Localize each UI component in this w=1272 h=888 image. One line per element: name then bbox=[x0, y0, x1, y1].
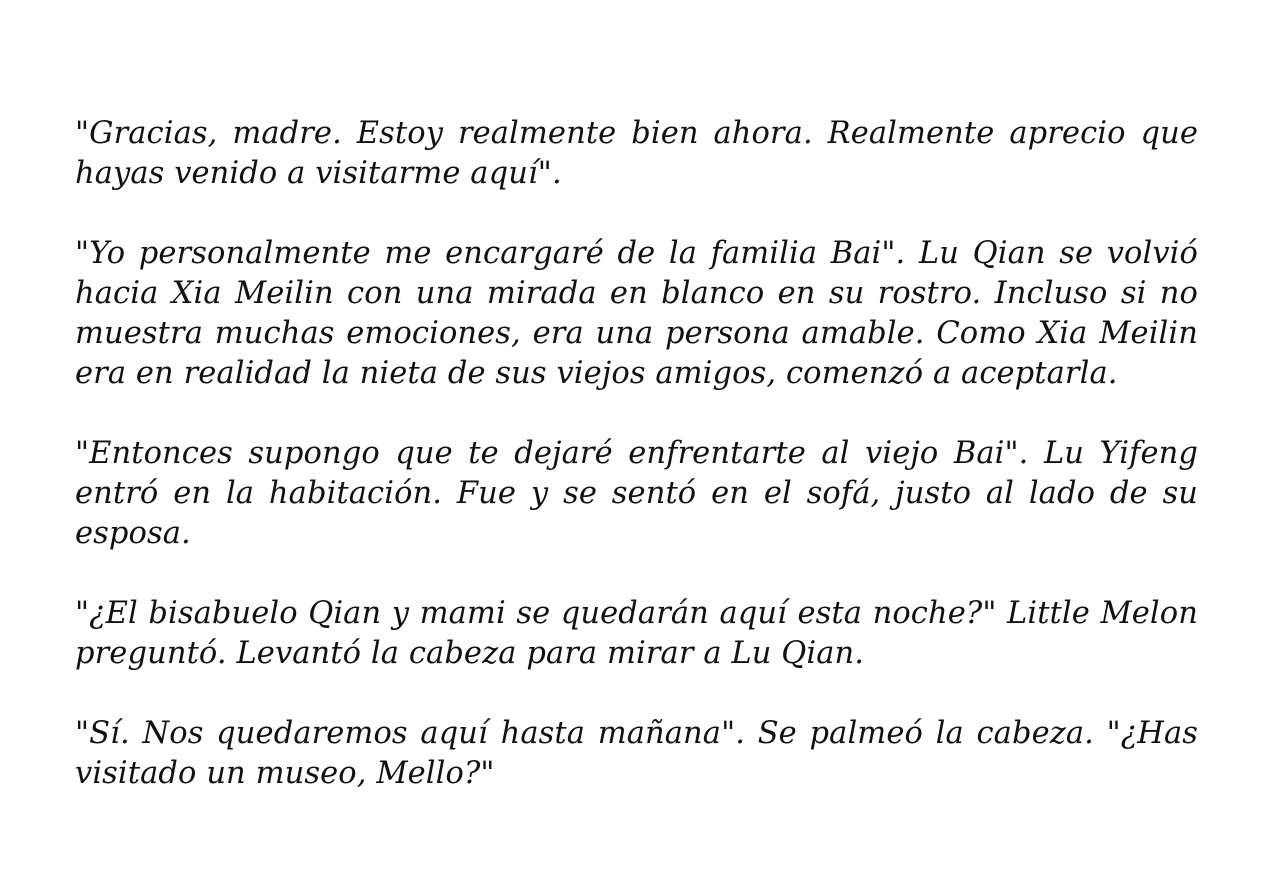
paragraph-2: "Yo personalmente me encargaré de la familia Bai". Lu Qian se volvió hacia Xia Meilin con una mirada en blanco en su rostro. Incluso si no muestra muchas emociones, era una persona amable. Como Xia Meilin era en realidad la nieta de sus viejos amigos, comenzó a aceptarla. bbox=[75, 236, 1198, 391]
paragraph-4: "¿El bisabuelo Qian y mami se quedarán aquí esta noche?" Little Melon preguntó. Levantó la cabeza para mirar a Lu Qian. bbox=[75, 596, 1198, 671]
paragraph-1: "Gracias, madre. Estoy realmente bien ahora. Realmente aprecio que hayas venido a visitarme aquí". bbox=[75, 116, 1198, 191]
paragraph-3: "Entonces supongo que te dejaré enfrentarte al viejo Bai". Lu Yifeng entró en la habitación. Fue y se sentó en el sofá, justo al lado de su esposa. bbox=[75, 436, 1198, 551]
document-page bbox=[75, 114, 1198, 834]
paragraph-5: "Sí. Nos quedaremos aquí hasta mañana". Se palmeó la cabeza. "¿Has visitado un museo, Mello?" bbox=[75, 716, 1198, 791]
